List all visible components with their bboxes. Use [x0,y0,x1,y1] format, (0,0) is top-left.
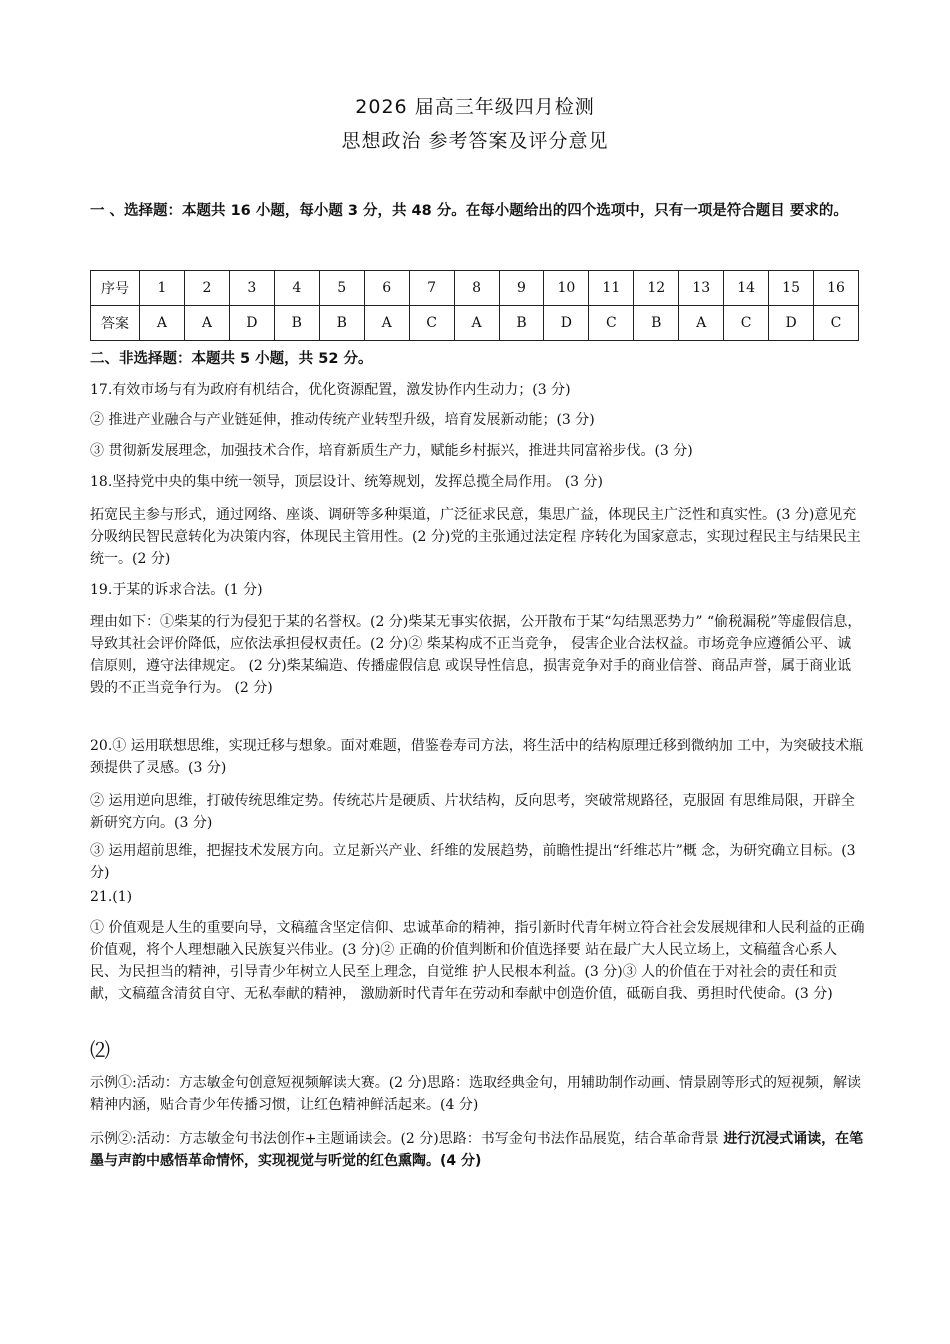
q17-point-3: ③ 贯彻新发展理念，加强技术合作，培育新质生产力，赋能乡村振兴，推进共同富裕步伐。(3 分) [90,443,693,459]
q21-part-2-label: ⑵ [90,1038,110,1062]
section-2-heading: 二、非选择题：本题共 5 小题，共 52 分。 [90,351,373,367]
q21-part-1-label: 21.(1) [90,889,133,905]
q21-example-2-bold-text: 进行沉浸式诵读，在笔墨与声韵中感悟革命情怀，实现视觉与听觉的红色熏陶。(4 分) [90,1131,864,1169]
answer-cell: D [544,306,589,341]
answer-cell: A [184,306,229,341]
q19-conclusion: 19.于某的诉求合法。(1 分) [90,582,263,598]
answer-cell: D [769,306,814,341]
answer-cell: A [140,306,185,341]
number-cell: 16 [814,271,859,306]
row-label-answer: 答案 [91,306,140,341]
q21-example-2 [90,1128,865,1172]
number-cell: 7 [409,271,454,306]
number-cell: 1 [140,271,185,306]
number-cell: 10 [544,271,589,306]
q18-point-2: 拓宽民主参与形式，通过网络、座谈、调研等多种渠道，广泛征求民意，集思广益，体现民主广泛性和真实性。(3 分)意见充分吸纳民智民意转化为决策内容，体现民主管用性。(2 分)党的主张通过法定程 序转化为国家意志，实现过程民主与结果民主统一。(2 分) [90,507,861,567]
number-cell: 11 [589,271,634,306]
number-cell: 12 [634,271,679,306]
answer-cell: B [634,306,679,341]
section-1-heading: 一 、选择题：本题共 16 小题，每小题 3 分，共 48 分。在每小题给出的四个选项中，只有一项是符合题目 要求的。 [90,203,848,219]
q21-example-2-text: 示例②:活动：方志敏金句书法创作+主题诵读会。(2 分)思路：书写金句书法作品展览，结合革命背景 [90,1131,724,1147]
answer-cell: A [364,306,409,341]
answer-cell: A [454,306,499,341]
answer-cell: A [679,306,724,341]
number-cell: 8 [454,271,499,306]
q19-reasons: 理由如下：①柴某的行为侵犯于某的名誉权。(2 分)柴某无事实依据，公开散布于某“勾结黑恶势力” “偷税漏税”等虚假信息，导致其社会评价降低，应依法承担侵权责任。(2 分)② 柴某构成不正当竞争， 侵害企业合法权益。市场竞争应遵循公平、诚信原则，遵守法律规定。 (2 分)柴某编造、传播虚假信息 或误导性信息，损害竞争对手的商业信誉、商品声誉，属于商业诋毁的不正当竞争行为。 (2 分) [90,614,862,696]
document-subtitle: 思想政治 参考答案及评分意见 [341,130,609,152]
number-cell: 5 [319,271,364,306]
answer-cell: B [499,306,544,341]
number-cell: 13 [679,271,724,306]
answer-cell: C [409,306,454,341]
q20-point-1: 20.① 运用联想思维，实现迁移与想象。面对难题，借鉴卷寿司方法，将生活中的结构原理迁移到微纳加 工中，为突破技术瓶颈提供了灵感。(3 分) [90,738,864,776]
q17-point-1: 17.有效市场与有为政府有机结合，优化资源配置，激发协作内生动力；(3 分) [90,382,571,398]
number-cell: 9 [499,271,544,306]
number-cell: 3 [229,271,274,306]
answer-cell: C [589,306,634,341]
number-cell: 2 [184,271,229,306]
q17-point-2: ② 推进产业融合与产业链延伸，推动传统产业转型升级，培育发展新动能；(3 分) [90,412,595,428]
q20-point-2: ② 运用逆向思维，打破传统思维定势。传统芯片是硬质、片状结构，反向思考，突破常规路径，克服固 有思维局限，开辟全新研究方向。(3 分) [90,793,855,831]
number-cell: 14 [724,271,769,306]
answer-cell: B [319,306,364,341]
q18-point-1: 18.坚持党中央的集中统一领导，顶层设计、统筹规划，发挥总揽全局作用。 (3 分) [90,474,603,490]
number-row [91,271,859,306]
number-cell: 6 [364,271,409,306]
q20-point-3: ③ 运用超前思维，把握技术发展方向。立足新兴产业、纤维的发展趋势，前瞻性提出“纤维芯片”概 念，为研究确立目标。(3 分) [90,843,856,881]
row-label-number: 序号 [91,271,140,306]
number-cell: 15 [769,271,814,306]
q21-example-1: 示例①:活动：方志敏金句创意短视频解读大赛。(2 分)思路：选取经典金句，用辅助制作动画、情景剧等形式的短视频，解读精神内涵，贴合青少年传播习惯，让红色精神鲜活起来。(4 分) [90,1075,861,1113]
answer-table [90,270,859,341]
answer-cell: C [724,306,769,341]
answer-cell: B [274,306,319,341]
answer-cell: C [814,306,859,341]
number-cell: 4 [274,271,319,306]
answer-row [91,306,859,341]
answer-cell: D [229,306,274,341]
q21-part-1-answer: ① 价值观是人生的重要向导，文稿蕴含坚定信仰、忠诚革命的精神，指引新时代青年树立符合社会发展规律和人民利益的正确价值观，将个人理想融入民族复兴伟业。(3 分)② 正确的价值判断和价值选择要 站在最广大人民立场上，文稿蕴含心系人民、为民担当的精神，引导青少年树立人民至上理念，自觉维 护人民根本利益。(3 分)③ 人的价值在于对社会的责任和贡献，文稿蕴含清贫自守、无私奉献的精神， 激励新时代青年在劳动和奉献中创造价值，砥砺自我、勇担时代使命。(3 分) [90,920,865,1002]
document-title: 2026 届高三年级四月检测 [355,96,595,118]
